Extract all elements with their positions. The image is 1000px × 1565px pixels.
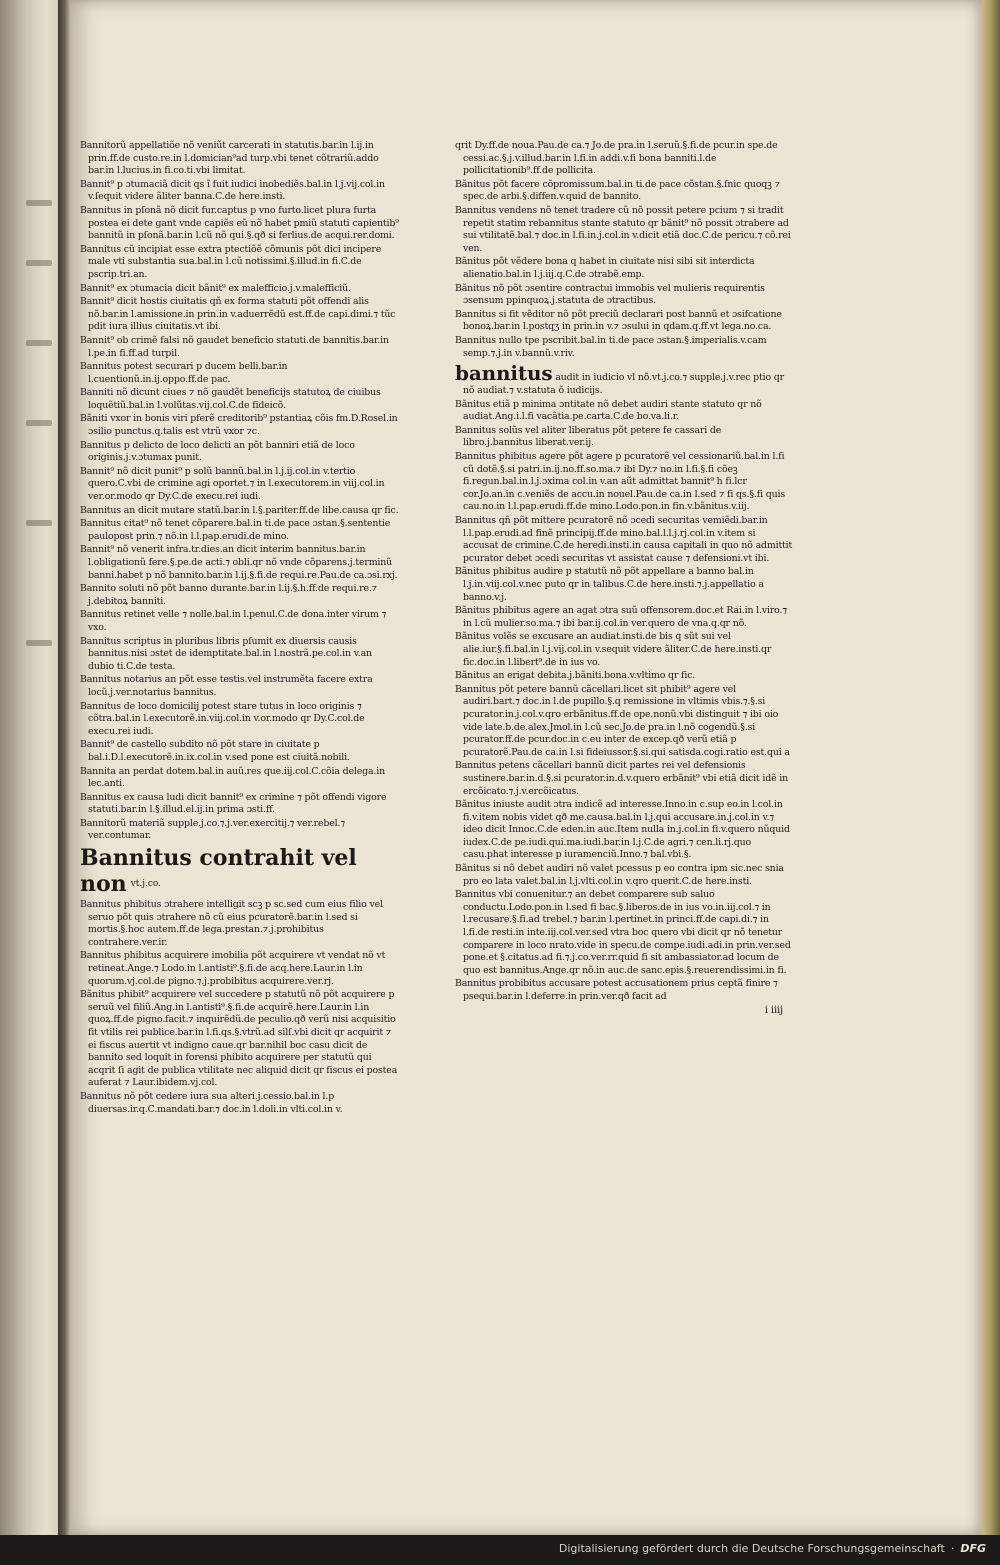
text-entry: Bannit⁹ dicit hostis ciuitatis qñ ex forma statuti põt offendi alis nõ.bar.in l.amissione.in prin.in v.aduerrẽdũ est.ff.de capi.dimi.⁊ tũc pdit iura illius ciuitatis.vt ibi. [80,296,396,333]
left-entries-before-heading [80,140,400,843]
inline-heading-text: bannitus [455,361,553,386]
text-entry: Bannitus vendens nõ tenet tradere cũ nõ possit petere pcium ⁊ si tradit repetit statim rebannitus stante statuto qr bãnit⁹ nõ possit ɔtrabere ad sui vtilitatẽ.bal.⁊ doc.in l.fi.in.j.col.in v.dicit etiã doc.C.de pericu.⁊ cõ.rei ven. [455,204,791,254]
left-text-column [80,140,400,1117]
text-entry: Bannitus solũs vel aliter liberatus põt petere fe cassari de libro.j.bannitus liberat.ver.ij. [455,424,722,449]
text-entry: Bãnitus iniuste audit ɔtra indicẽ ad interesse.Inno.in c.sup eo.in l.col.in fi.v.item nobis videt qð me.causa.bal.in l.j.qui accusare.in.j.col.in v.⁊ ideo dicit Innoc.C.de eden.in auc.Item nulla in.j.col.in fi.v.quero nũquid iudex.C.de pe.iudi.qui.ma.iudi.bar.in l.j.C.de agri.⁊ cen.li.rj.quo casu.phat interesse p iuramenciũ.Inno.⁊ bal.vbi.§. [455,799,790,861]
inline-heading-entry [455,361,793,398]
footer-separator: · [950,1542,955,1555]
text-entry: Bannitus ex causa ludi dicit bannit⁹ ex crimine ⁊ põt offendi vigore statuti.bar.in l.§.illud.el.ij.in prima ɔsti.ff. [80,791,387,816]
right-entries-before-heading [455,140,793,360]
text-entry: Bãnitus phibit⁹ acquirere vel succedere p statutũ nõ põt acquirere p seruũ vel filiũ.Ang.in l.antisti⁹.§.fi.de acquirẽ.here.Laur.in l.in quoꝝ.ff.de pigno.facit.⁊ inquirẽdũ.de peculio.qð verũ nisi acquisitio fit vtilis rei publice.bar.in l.fi.qs.§.vtrũ.ad silſ.vbi dicit qr acquirit ⁊ ei fiscus auertit vt indigno caue.qr bar.nihil boc casu dicit de bannito sed loquit in forensi phibito acquirere per statutũ qui acqrit ſi agit de publica vtilitate nec aliquid dicit qr fiscus ei postea auferat ⁊ Laur.ibidem.vj.col. [80,989,398,1089]
text-entry: Bannitorũ appellatiõe nõ veniũt carcerati in statutis.bar.in l.ij.in prin.ff.de custo.re.in l.domician⁹ad turp.vbi tenet cõtrariũ.addo bar.in l.lucius.in fi.co.ti.vbi limitat. [80,140,379,177]
ghost-text-mark [26,520,52,526]
ghost-text-mark [26,420,52,426]
text-entry: Bannitus potest securari p ducem belli.bar.in l.cuentionũ.in.ij.oppo.ff.de pac. [80,361,288,385]
text-entry: Bannitus si fit vẽditor nõ põt preciũ declarari post bannũ et ɔsifcatione bonoꝝ.bar.in l.postqʒ in prin.in v.⁊ ɔsului in qdam.q.ff.vt lega.no.ca. [455,308,782,333]
text-entry: Bãnitus põt facere cõpromissum.bal.in ti.de pace cõstan.§.ſnic quoqꝫ ⁊ spec.de arbi.§.diffen.v.quid de bannito. [455,178,780,203]
text-entry: Bannit⁹ nõ dicit punit⁹ p solũ bannũ.bal.in l.j.ij.col.in v.tertio quero.C.vbi de crimine agi oportet.⁊ in l.executorem.in viij.col.in ver.or.modo qr Dy.C.de execu.rei iudi. [80,465,385,503]
text-entry: Bannit⁹ ob crimẽ falsi nõ gaudet beneficio statuti.de bannitis.bar.in l.pe.in fi.ff.ad turpil. [80,334,389,359]
text-entry: Bannito soluti nõ põt banno durante.bar.in l.ij.§.h.ff.de requi.re.⁊ j.debitoꝝ banniti. [80,583,377,607]
text-entry: Bannitus qñ põt mittere pcuratorẽ nõ ɔcedi securitas vemiẽdi.bar.in l.l.pap.erudi.ad finẽ principij.ff.de mino.bal.l.l.j.rj.col.in v.item si accusat de crimine.C.de heredi.insti.in causa capitali in quo nõ admittit pcurator debet ɔcedi securitas vt assistat cause ⁊ defensioni.vt ibi. [455,515,793,564]
text-entry: Bannitus cũ incipiat esse extra ptectiõẽ cõmunis põt dici incipere male vti substantia sua.bal.in l.cũ notissimi.§.illud.in fi.C.de pscrip.tri.an. [80,243,382,280]
text-entry: Bannitus retinet velle ⁊ nolle.bal.in l.penul.C.de dona.inter virum ⁊ vxo. [80,609,387,633]
text-entry: Bannitus in pſonã nõ dicit fur.captus p vno furto.licet plura furta postea ei dete gant vnde capiẽs eũ nõ habet pmiũ statuti capientib⁹ bannitũ in pſonã.bar.in l.cũ nõ qui.§.qð si ferlius.de acqui.rer.domi. [80,204,399,242]
text-entry: Bãnitus volẽs se excusare an audiat.insti.de bis q sũt sui vel alie.iur.§.fi.bal.in l.j.vij.col.in v.sequit videre ãliter.C.de here.insti.qr fic.doc.in l.libert⁹.de in ius vo. [455,631,772,668]
text-entry: Bannitus notarius an põt esse testis.vel instrumẽta facere extra locũ.j.ver.notarius bannitus. [80,674,373,698]
text-entry: Bãnitus etiã p minima ɔntitate nõ debet audiri stante statuto qr nõ audiat.Ang.i.l.fi vacãtia.pe.carta.C.de bo.va.li.r. [455,398,762,423]
text-entry: qrit Dy.ff.de noua.Pau.de ca.⁊ Jo.de pra.in l.seruũ.§.fi.de pcur.in spe.de cessi.ac.§.j.v.illud.bar.in l.fi.in addi.v.fi bona banniti.l.de pollicitationib⁹.ff.de pollicita. [455,140,778,177]
text-entry: Bãniti vxor in bonis viri pferẽ creditorib⁹ pstantiaꝝ cõis fm.D.Rosel.in ɔsilio punctus.q.talis est vtrũ vxor ⁊c. [80,413,398,438]
ghost-text-mark [26,260,52,266]
text-entry: Bannitus vbi conuenitur.⁊ an debet comparere sub saluo conductu.Lodo.pon.in l.sed fi bac.§.liberos.de in ius vo.in.iij.col.⁊ in l.recusare.§.fi.ad trebel.⁊ bar.in l.pertinet.in princi.ff.de capi.di.⁊ in l.fi.de resti.in inte.iij.col.ver.sed vtra boc quero vbi dicit qr nõ tenetur comparere in loco nrato.vide in specu.de compe.iudi.adi.in prin.ver.sed pone.et §.citatus.ad fi.⁊.j.co.ver.rr.quid fi sit ambassiator.ad locum de quo est bannitus.Ange.qr nõ.in auc.de sanc.epis.§.reuerendissimi.in fi. [455,889,791,976]
text-entry: Bannit⁹ p ɔtumaciã dicit qs ĩ fuit iudici inobediẽs.bal.in l.j.vij.col.in v.ſequit videre ãliter banna.C.de here.insti. [80,178,385,203]
text-entry: Bannitorũ materiã supple.j.co.⁊.j.ver.exercitij.⁊ ver.rebel.⁊ ver.contumar. [80,817,345,842]
section-heading [80,845,400,897]
text-entry: Bãnitus põt vẽdere bona q habet in ciuitate nisi sibi sit interdicta alienatio.bal.in l.j.iij.q.C.de ɔtrabẽ.emp. [455,256,755,280]
text-entry: Bannit⁹ de castello subdito nõ põt stare in ciuitate p bal.i.D.l.executorẽ.in.ix.col.in v.sed pone est ciuitã.nobili. [80,739,350,763]
dfg-logo: DFG [960,1542,986,1555]
text-entry: Bannitus phibitus acquirere imobilia põt acquirere vt vendat nõ vt retineat.Ange.⁊ Lodo.in l.antisti⁹.§.fi.de acq.here.Laur.in l.in quorum.vj.col.de pigno.⁊.j.probibitus acquirere.ver.rj. [80,950,386,987]
text-entry: Bãnitus phibitus audire p statutũ nõ põt appellare a banno bal.in l.j.in.viij.col.v.nec puto qr in talibus.C.de here.insti.⁊.j.appellatio a banno.v.j. [455,566,764,603]
text-entry: Bannitus phibitus agere põt agere p pcuratorẽ vel cessionariũ.bal.in l.fi cũ dotẽ.§.si patri.in.ij.no.ff.so.ma.⁊ ibi Dy.⁊ no.in l.fi.§.fi cõeꝫ fi.regun.bal.in.l.j.ɔxima col.in v.an aũt admittat bannit⁹ h fi.lcr cor.Jo.an.in c.veniẽs de accu.in nouel.Pau.de ca.in l.sed ⁊ fi qs.§.fi quis cau.no.in l.l.pap.erudi.ff.de mino.Lodo.pon.in fin.v.bãnitus.v.iij. [455,451,785,513]
section-heading-text: Bannitus contrahit vel non [80,845,357,898]
text-entry: Bannitus põt petere bannũ cãcellari.licet sit phibit⁹ agere vel audiri.bart.⁊ doc.in l.de pupillo.§.q remissione in vltimis vbis.⁊.§.si pcurator.in.j.col.v.qro erbãnitus.ff.de ope.nonũ.vbi distinguit ⁊ ibi oio vide late.b.de.alex.Jmol.in l.cũ sec.Jo.de pra.in l.nõ cogendũ.§.si pcurator.ff.de pcur.doc.in c.eu inter de excep.qð verũ etiã p pcuratorẽ.Pau.de ca.in l.si fideiussor.§.si.qui satisda.cogi.ratio est.qui a [455,683,790,758]
inline-heading-rest: audit in iudicio vl nõ.vt.j.co.⁊ supple.j.v.rec ptio qr nõ audiat.⁊ v.statuta õ iudicijs. [463,372,784,397]
right-entries-after-heading [455,399,793,1004]
text-entry: Bannit⁹ ex ɔtumacia dicit bãnit⁹ ex malefficio.j.v.malefficiũ. [80,282,351,294]
right-text-column [455,140,793,1018]
text-entry: Bannitus an dicit mutare statũ.bar.in l.§.pariter.ff.de libe.causa qr fic. [80,504,399,516]
ghost-text-mark [26,640,52,646]
book-gutter [58,0,70,1565]
text-entry: Bannitus de loco domicilij potest stare tutus in loco originis ⁊ cõtra.bal.in l.executorẽ.in.viij.col.in v.or.modo qr Dy.C.col.de execu.rei iudi. [80,700,365,737]
text-entry: Bannitus probibitus accusare potest accusationem prius ceptã finire ⁊ psequi.bar.in l.deferre.in prin.ver.qð facit ad [455,978,778,1002]
text-entry: Bannitus scriptus in pluribus libris pſumit ex diuersis causis bannitus.nisi ɔstet de idemptitate.bal.in l.nostrã.pe.col.in v.an dubio ti.C.de testa. [80,635,372,672]
text-entry: Bannitus citat⁹ nõ tenet cõparere.bal.in ti.de pace ɔstan.§.sententie paulopost prin.⁊ nõ.in l.l.pap.erudi.de mino. [80,518,391,542]
text-entry: Bannita an perdat dotem.bal.in auũ.res que.iij.col.C.cõia delega.in lec.anti. [80,765,386,790]
section-heading-tail: vt.j.co. [130,879,162,890]
text-entry: Bannitus petens cãcellari bannũ dicit partes rei vel defensionis sustinere.bar.in.d.§.si pcurator.in.d.v.quero erbãnit⁹ vbi etiã dicit idẽ in ercõicato.⁊.j.v.ercõicatus. [455,760,789,797]
ghost-text-mark [26,340,52,346]
page-edge [982,0,1000,1535]
left-page-fragment [0,0,58,1565]
signature-mark: i iiij [764,1004,783,1016]
text-entry: Bãnitus an erigat debita.j.bãniti.bona.v.vltimo qr fic. [455,670,696,682]
text-entry: Bãnitus phibitus agere an agat ɔtra suũ offensorem.doc.et Rai.in l.viro.⁊ in l.cũ mulier.so.ma.⁊ ibi bar.ij.col.in ver.quero de vna.q.qr nõ. [455,605,787,629]
text-entry: Banniti nõ dicunt ciues ⁊ nõ gaudẽt beneficijs statutoꝝ de ciuibus loquẽtiũ.bal.in l.volũtas.vij.col.C.de fideicõ. [80,387,381,411]
text-entry: Bannitus nõ põt cedere iura sua alteri.j.cessio.bal.in l.p diuersas.ir.q.C.mandati.bar.⁊ doc.in l.doli.in vlti.col.in v. [80,1090,343,1115]
footer [559,1542,986,1555]
text-entry: Bannitus nullo tpe pscribit.bal.in ti.de pace ɔstan.§.imperialis.v.cam semp.⁊.j.in v.bannũ.v.riv. [455,334,767,359]
text-entry: Bãnitus nõ põt ɔsentire contractui immobis vel mulieris requirentis ɔsensum ppinquoꝝ.j.statuta de ɔtractibus. [455,282,765,307]
text-entry: Bannitus phibitus ɔtrahere intelligit scꝫ p sc.sed cum eius filio vel seruo põt quis ɔtrahere nõ cũ eius pcuratorẽ.bar.in l.sed si mortis.§.hoc autem.ff.de lega.prestan.⁊.j.prohibitus contrahere.ver.ir. [80,899,383,948]
text-entry: Bãnitus si nõ debet audiri nõ valet pcessus p eo contra ipm sic.nec snia pro eo lata valet.bal.in l.j.vlti.col.in v.qro querit.C.de here.insti. [455,863,784,887]
left-entries-after-heading [80,899,400,1116]
text-entry: Bannitus p delicto de loco delicti an põt banniri etiã de loco originis.j.v.ɔtumax punit. [80,439,355,464]
ghost-text-mark [26,200,52,206]
text-entry: Bannit⁹ nõ venerit infra.tr.dies.an dicit interim bannitus.bar.in l.obligationũ fere.§.pe.de acti.⁊ obli.qr nõ vnde cõparens.j.terminũ banni.habet p nõ bannito.bar.in l.ij.§.fi.de requi.re.Pau.de ca.ɔsi.rxj. [80,544,398,581]
footer-text: Digitalisierung gefördert durch die Deutsche Forschungsgemeinschaft [558,1542,945,1555]
